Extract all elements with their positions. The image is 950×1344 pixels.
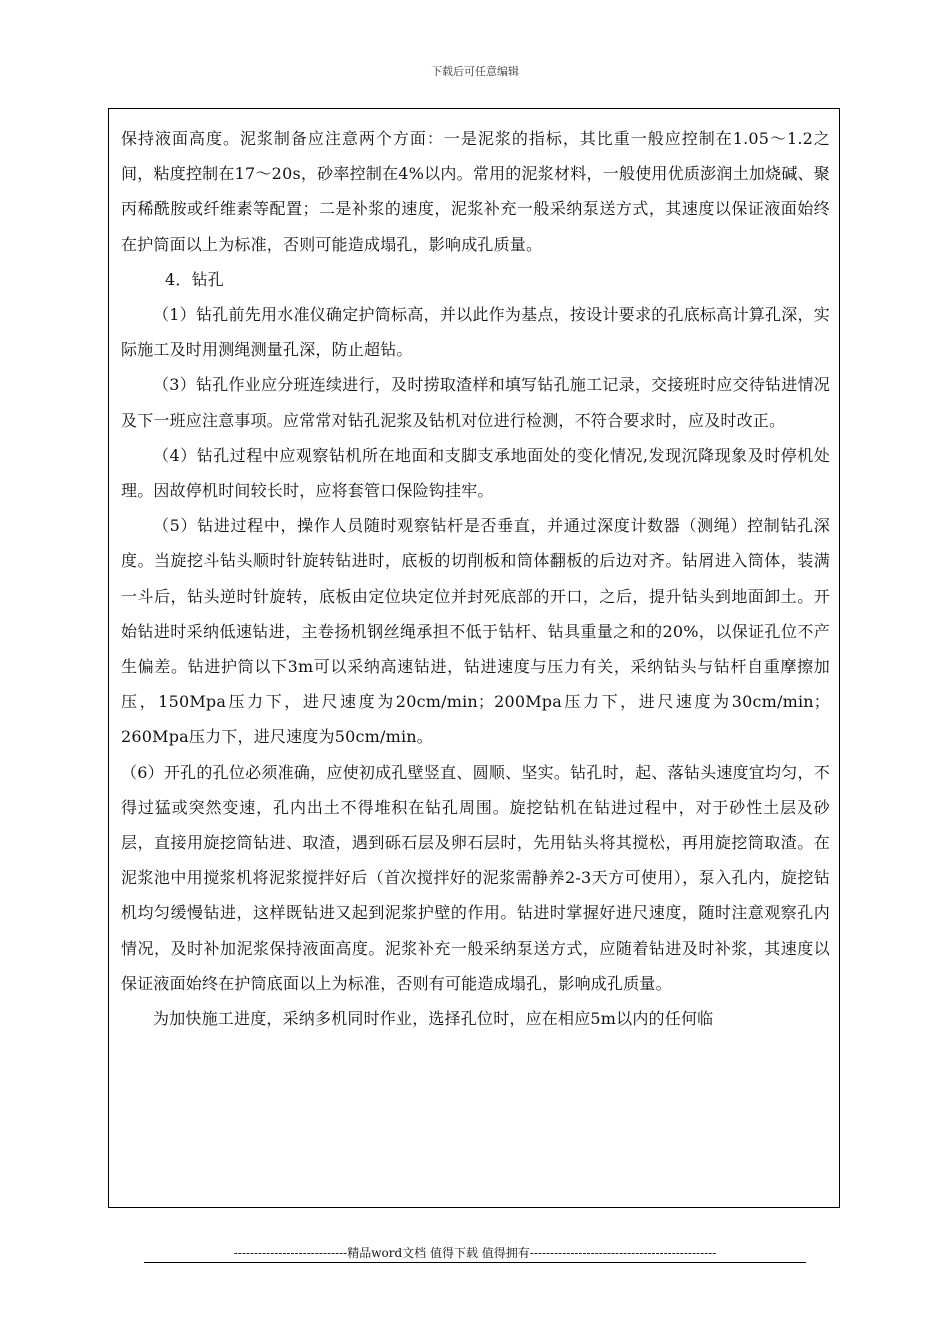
paragraph-item-6: （6）开孔的孔位必须准确，应使初成孔壁竖直、圆顺、坚实。钻孔时，起、落钻头速度宜均匀，不得过猛或突然变速，孔内出土不得堆积在钻孔周围。旋挖钻机在钻进过程中，对于砂性土层及砂层，直接用旋挖筒钻进、取渣，遇到砾石层及卵石层时，先用钻头将其搅松，再用旋挖筒取渣。在泥浆池中用搅浆机将泥浆搅拌好后（首次搅拌好的泥浆需静养2-3天方可使用），泵入孔内，旋挖钻机均匀缓慢钻进，这样既钻进又起到泥浆护壁的作用。钻进时掌握好进尺速度，随时注意观察孔内情况，及时补加泥浆保持液面高度。泥浆补充一般采纳泵送方式，应随着钻进及时补浆，其速度以保证液面始终在护筒底面以上为标准，否则有可能造成塌孔，影响成孔质量。 xyxy=(121,762,830,993)
paragraph-item-1: （1）钻孔前先用水准仪确定护筒标高，并以此作为基点，按设计要求的孔底标高计算孔深，实际施工及时用测绳测量孔深，防止超钻。 xyxy=(121,305,830,360)
section-heading-drilling: 4．钻孔 xyxy=(165,269,224,289)
footer-divider xyxy=(144,1262,806,1263)
document-content-box xyxy=(108,108,840,1208)
paragraph-item-3: （3）钻孔作业应分班连续进行，及时捞取渣样和填写钻孔施工记录，交接班时应交待钻进情况及下一班应注意事项。应常常对钻孔泥浆及钻机对位进行检测，不符合要求时，应及时改正。 xyxy=(121,375,830,430)
paragraph-item-5: （5）钻进过程中，操作人员随时观察钻杆是否垂直，并通过深度计数器（测绳）控制钻孔深度。当旋挖斗钻头顺时针旋转钻进时，底板的切削板和筒体翻板的后边对齐。钻屑进入筒体，装满一斗后，钻头逆时针旋转，底板由定位块定位并封死底部的开口，之后，提升钻头到地面卸土。开始钻进时采纳低速钻进，主卷扬机钢丝绳承担不低于钻杆、钻具重量之和的20%，以保证孔位不产生偏差。钻进护筒以下3m可以采纳高速钻进，钻进速度与压力有关，采纳钻头与钻杆自重摩擦加压，150Mpa压力下，进尺速度为20cm/min；200Mpa压力下，进尺速度为30cm/min；260Mpa压力下，进尺速度为50cm/min。 xyxy=(121,516,830,747)
page-header-note: 下载后可任意编辑 xyxy=(431,65,519,78)
paragraph-multi-machine: 为加快施工进度，采纳多机同时作业，选择孔位时，应在相应5m以内的任何临 xyxy=(153,1009,714,1029)
page-footer-note: ----------------------------精品word文档 值得下载 值得拥有---------------------------------------------- xyxy=(233,1246,717,1260)
paragraph-item-4: （4）钻孔过程中应观察钻机所在地面和支脚支承地面处的变化情况,发现沉降现象及时停机处理。因故停机时间较长时，应将套管口保险钩挂牢。 xyxy=(121,445,830,501)
paragraph-mud-preparation: 保持液面高度。泥浆制备应注意两个方面：一是泥浆的指标，其比重一般应控制在1.05～1.2之间，粘度控制在17～20s，砂率控制在4%以内。常用的泥浆材料，一般使用优质澎润土加烧碱、聚丙稀酰胺或纤维素等配置；二是补浆的速度，泥浆补充一般采纳泵送方式，其速度以保证液面始终在护筒面以上为标准，否则可能造成塌孔，影响成孔质量。 xyxy=(121,129,830,254)
